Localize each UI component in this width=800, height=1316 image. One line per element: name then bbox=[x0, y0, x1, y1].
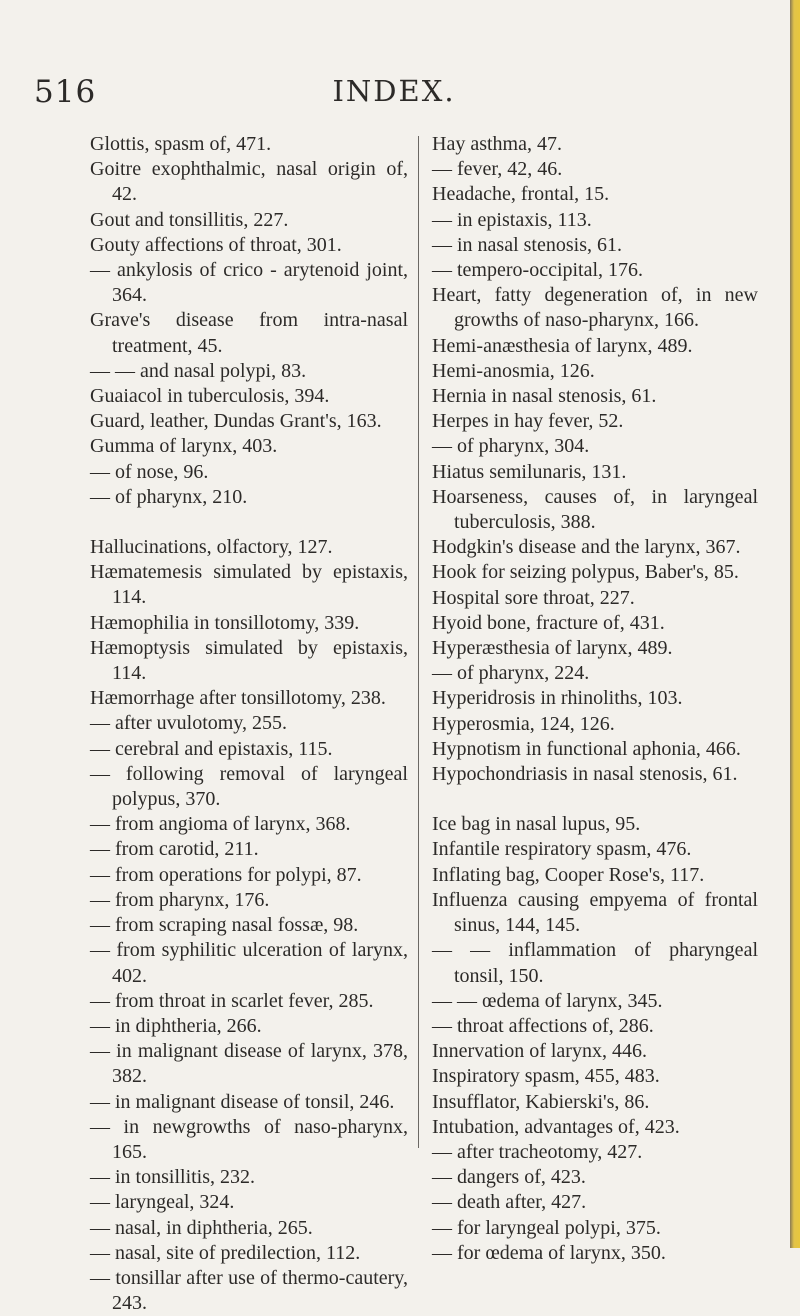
index-entry: Headache, frontal, 15. bbox=[432, 183, 610, 206]
index-entry: Infantile respiratory spasm, 476. bbox=[432, 838, 692, 861]
index-entry: Hernia in nasal stenosis, 61. bbox=[432, 385, 657, 408]
index-entry: — nasal, site of predilection, 112. bbox=[90, 1241, 361, 1264]
index-entry: Hook for seizing polypus, Baber's, 85. bbox=[432, 561, 739, 584]
index-entry: Ice bag in nasal lupus, 95. bbox=[432, 813, 641, 836]
page-number: 516 bbox=[34, 74, 97, 110]
index-entry: — — inflammation of pharyngeal tonsil, 150. bbox=[432, 939, 758, 987]
index-entry: — after tracheotomy, 427. bbox=[432, 1140, 643, 1163]
index-entry: Hallucinations, olfactory, 127. bbox=[90, 536, 333, 559]
index-entry: Hoarseness, causes of, in laryngeal tuberculosis, 388. bbox=[432, 485, 758, 534]
index-entry: — in newgrowths of naso-pharynx, 165. bbox=[90, 1115, 408, 1163]
index-entry: — laryngeal, 324. bbox=[90, 1191, 235, 1214]
index-entry: Grave's disease from intra-nasal treatment, 45. bbox=[90, 309, 408, 357]
page-edge bbox=[790, 0, 800, 1248]
index-entry: — of pharynx, 224. bbox=[432, 662, 590, 685]
index-entry: — from operations for polypi, 87. bbox=[90, 863, 362, 886]
index-entry: — in malignant disease of tonsil, 246. bbox=[90, 1090, 395, 1113]
index-entry: — nasal, in diphtheria, 265. bbox=[90, 1216, 313, 1239]
index-entry: Hay asthma, 47. bbox=[432, 133, 562, 155]
index-entry: — from syphilitic ulceration of larynx, 402. bbox=[90, 939, 408, 987]
index-column-right bbox=[432, 132, 758, 1266]
index-entry: Guaiacol in tuberculosis, 394. bbox=[90, 385, 330, 408]
index-entry: Hyoid bone, fracture of, 431. bbox=[432, 611, 665, 634]
index-entry: Hæmatemesis simulated by epistaxis, 114. bbox=[90, 561, 408, 609]
index-entry: Hiatus semilunaris, 131. bbox=[432, 460, 627, 483]
page-header bbox=[34, 74, 754, 114]
index-entry: Hyperidrosis in rhinoliths, 103. bbox=[432, 687, 683, 710]
index-entry: Hyperæsthesia of larynx, 489. bbox=[432, 637, 673, 660]
index-entry: — from throat in scarlet fever, 285. bbox=[90, 989, 374, 1012]
index-entry: — from angioma of larynx, 368. bbox=[90, 813, 351, 836]
index-entry: Inflating bag, Cooper Rose's, 117. bbox=[432, 863, 705, 886]
index-entry: — in malignant disease of larynx, 378, 382. bbox=[90, 1040, 408, 1088]
index-entry: Hospital sore throat, 227. bbox=[432, 586, 635, 609]
index-entry: — dangers of, 423. bbox=[432, 1166, 586, 1189]
index-entry: — cerebral and epistaxis, 115. bbox=[90, 737, 333, 760]
index-entry: — from scraping nasal fossæ, 98. bbox=[90, 914, 359, 937]
index-entry: — death after, 427. bbox=[432, 1191, 587, 1214]
index-column-left bbox=[90, 132, 408, 1316]
index-entry: — in epistaxis, 113. bbox=[432, 208, 592, 231]
index-entry: — tempero-occipital, 176. bbox=[432, 259, 644, 282]
index-entry: — in diphtheria, 266. bbox=[90, 1014, 262, 1037]
index-entry: — fever, 42, 46. bbox=[432, 158, 563, 181]
index-entry: — of pharynx, 304. bbox=[432, 435, 590, 458]
index-entry: — — œdema of larynx, 345. bbox=[432, 989, 663, 1012]
index-entry: — of pharynx, 210. bbox=[90, 485, 248, 508]
index-entry: — of nose, 96. bbox=[90, 460, 209, 483]
index-entry: — ankylosis of crico - arytenoid joint, 364. bbox=[90, 259, 408, 307]
index-entry: — in tonsillitis, 232. bbox=[90, 1166, 256, 1189]
index-entry: Insufflator, Kabierski's, 86. bbox=[432, 1090, 650, 1113]
index-entry: Goitre exophthalmic, nasal origin of, 42. bbox=[90, 158, 408, 206]
index-entry: — — and nasal polypi, 83. bbox=[90, 359, 307, 382]
index-entry: Hæmorrhage after tonsillotomy, 238. bbox=[90, 687, 386, 710]
index-entry: Heart, fatty degeneration of, in new growths of naso-pharynx, 166. bbox=[432, 284, 758, 332]
column-divider bbox=[418, 136, 419, 1148]
index-entry: Intubation, advantages of, 423. bbox=[432, 1115, 680, 1138]
index-entry: — from pharynx, 176. bbox=[90, 888, 270, 911]
index-entry: Guard, leather, Dundas Grant's, 163. bbox=[90, 410, 382, 433]
index-entry: — for œdema of larynx, 350. bbox=[432, 1241, 666, 1264]
index-entry: Herpes in hay fever, 52. bbox=[432, 410, 624, 433]
index-entry: Influenza causing empyema of frontal sinus, 144, 145. bbox=[432, 888, 758, 937]
index-entry: Innervation of larynx, 446. bbox=[432, 1040, 647, 1063]
index-entry: Gouty affections of throat, 301. bbox=[90, 233, 342, 256]
index-entry: Hæmoptysis simulated by epistaxis, 114. bbox=[90, 636, 408, 685]
index-entry: Hypnotism in functional aphonia, 466. bbox=[432, 737, 741, 760]
index-entry: — for laryngeal polypi, 375. bbox=[432, 1216, 661, 1239]
index-entry: Inspiratory spasm, 455, 483. bbox=[432, 1065, 660, 1088]
index-entry: Hemi-anosmia, 126. bbox=[432, 359, 595, 382]
index-entry: — tonsillar after use of thermo-cautery, 243. bbox=[90, 1266, 408, 1315]
index-entry: Hæmophilia in tonsillotomy, 339. bbox=[90, 611, 360, 634]
running-title: INDEX. bbox=[332, 74, 456, 108]
index-entry: — in nasal stenosis, 61. bbox=[432, 233, 622, 256]
index-entry: — throat affections of, 286. bbox=[432, 1014, 654, 1037]
index-entry: Gout and tonsillitis, 227. bbox=[90, 208, 289, 231]
index-entry: — from carotid, 211. bbox=[90, 838, 259, 861]
index-entry: — after uvulotomy, 255. bbox=[90, 712, 288, 735]
index-entry: Hyperosmia, 124, 126. bbox=[432, 712, 615, 735]
index-entry: Hypochondriasis in nasal stenosis, 61. bbox=[432, 763, 738, 786]
index-entry: Glottis, spasm of, 471. bbox=[90, 133, 272, 155]
index-entry: Gumma of larynx, 403. bbox=[90, 435, 278, 458]
index-entry: — following removal of laryngeal polypus, 370. bbox=[90, 762, 408, 811]
index-entry: Hodgkin's disease and the larynx, 367. bbox=[432, 536, 741, 559]
index-entry: Hemi-anæsthesia of larynx, 489. bbox=[432, 334, 693, 357]
